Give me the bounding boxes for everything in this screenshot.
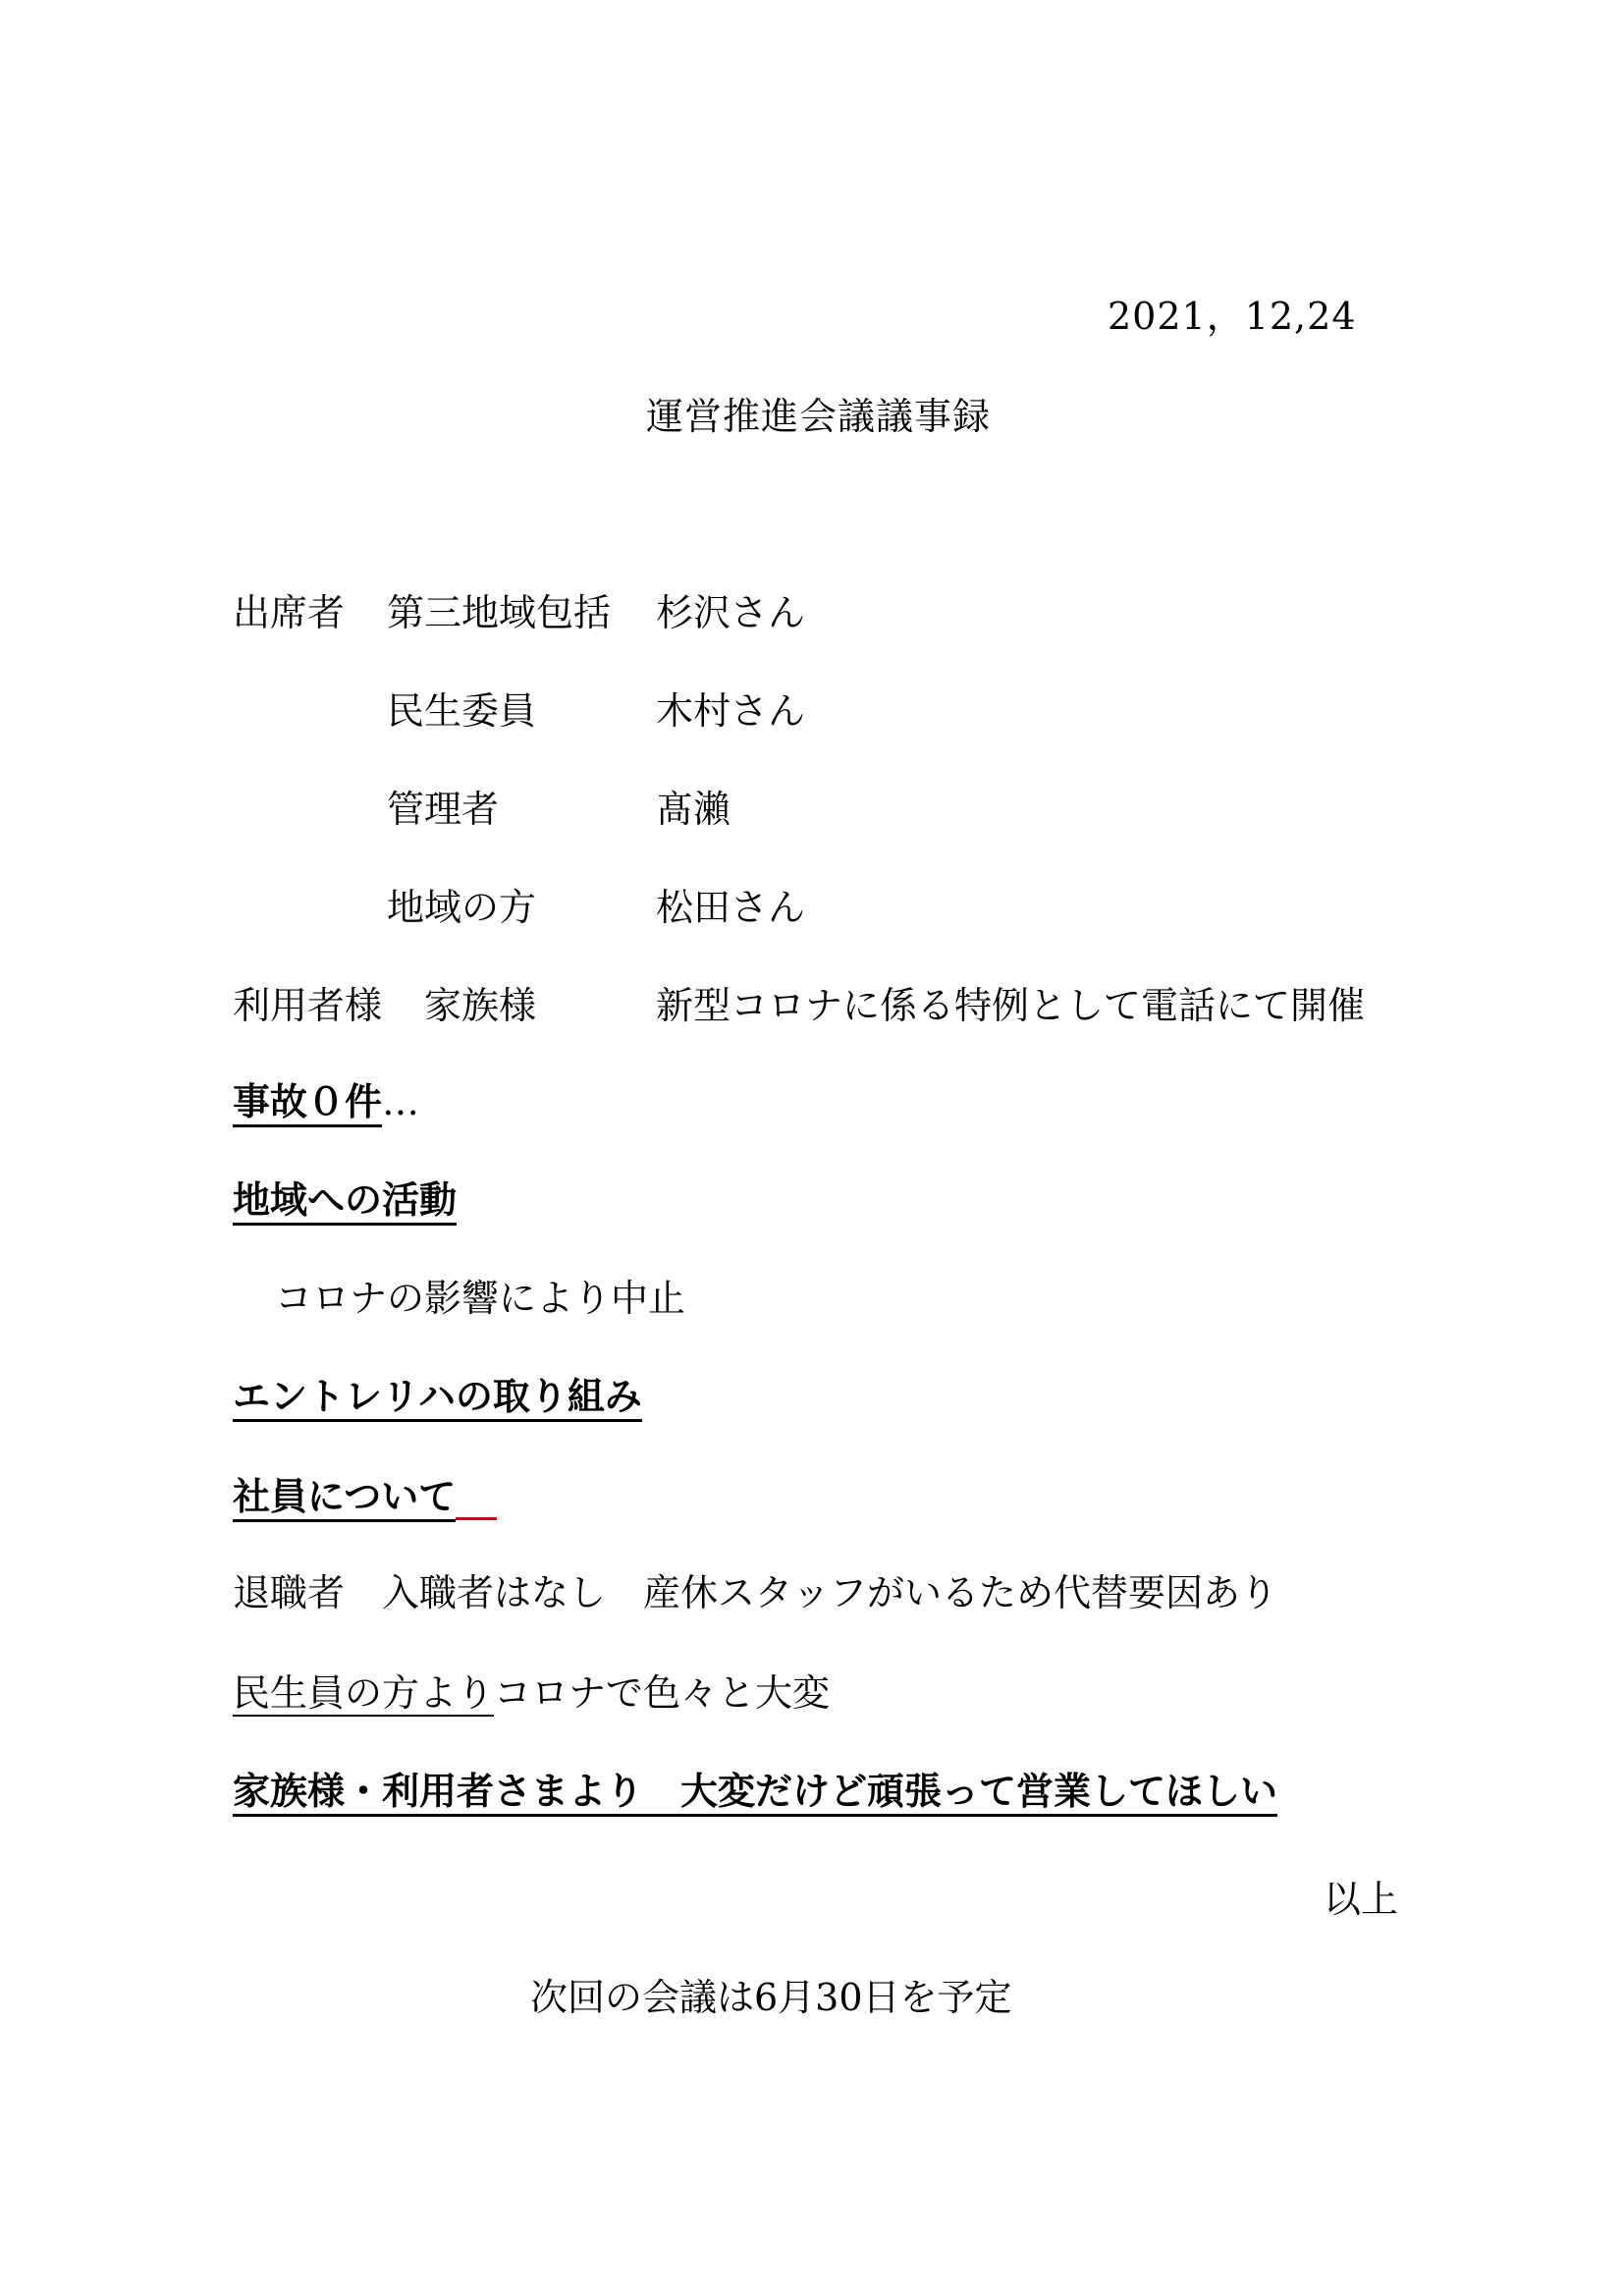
staff-heading: 社員について [233, 1475, 456, 1522]
family-heading: 家族様・利用者さまより [233, 1770, 644, 1813]
staff-heading-line [233, 1473, 497, 1522]
next-meeting: 次回の会議は6月30日を予定 [530, 1976, 1012, 2019]
minsei-underlined: 民生員の方より [233, 1671, 495, 1715]
attendee-name: 髙瀨 [656, 788, 731, 831]
family-body: 大変だけど頑張って営業してほしい [680, 1770, 1278, 1813]
minsei-rest: コロナで色々と大変 [494, 1671, 831, 1715]
attendee-role: 第三地域包括 [387, 591, 612, 634]
local-heading-line [233, 1176, 457, 1226]
local-heading: 地域への活動 [233, 1178, 457, 1226]
staff-body-part: 産休スタッフがいるため代替要因あり [643, 1571, 1278, 1614]
accident-suffix: … [382, 1080, 420, 1123]
family-heading-underlined [233, 1770, 1277, 1817]
entre-heading-line [233, 1373, 642, 1422]
attendee-role: 民生委員 [387, 689, 537, 733]
attendees-label: 出席者 [233, 591, 346, 634]
end-mark: 以上 [1324, 1878, 1399, 1921]
family-label: 家族様 [424, 984, 537, 1027]
entre-heading: エントレリハの取り組み [233, 1375, 642, 1422]
attendee-name: 木村さん [656, 689, 806, 733]
red-underline-mark [456, 1517, 497, 1520]
attendee-name: 松田さん [656, 886, 806, 929]
staff-body [233, 1569, 1277, 1616]
attendee-name: 杉沢さん [656, 591, 806, 634]
attendee-role: 地域の方 [387, 886, 537, 929]
attendee-role: 管理者 [387, 788, 500, 831]
document-date: 2021，12,24 [1108, 295, 1357, 338]
minsei-line [233, 1669, 830, 1717]
users-label: 利用者様 [233, 984, 383, 1027]
document-title: 運営推進会議議事録 [646, 395, 992, 438]
accident-line [233, 1078, 419, 1127]
staff-body-part: 退職者 [233, 1571, 346, 1614]
staff-body-part: 入職者はなし [382, 1571, 607, 1614]
local-body: コロナの影響により中止 [275, 1277, 686, 1320]
accident-heading: 事故０件 [233, 1080, 382, 1127]
users-note: 新型コロナに係る特例として電話にて開催 [656, 984, 1366, 1027]
family-line [233, 1768, 1277, 1817]
